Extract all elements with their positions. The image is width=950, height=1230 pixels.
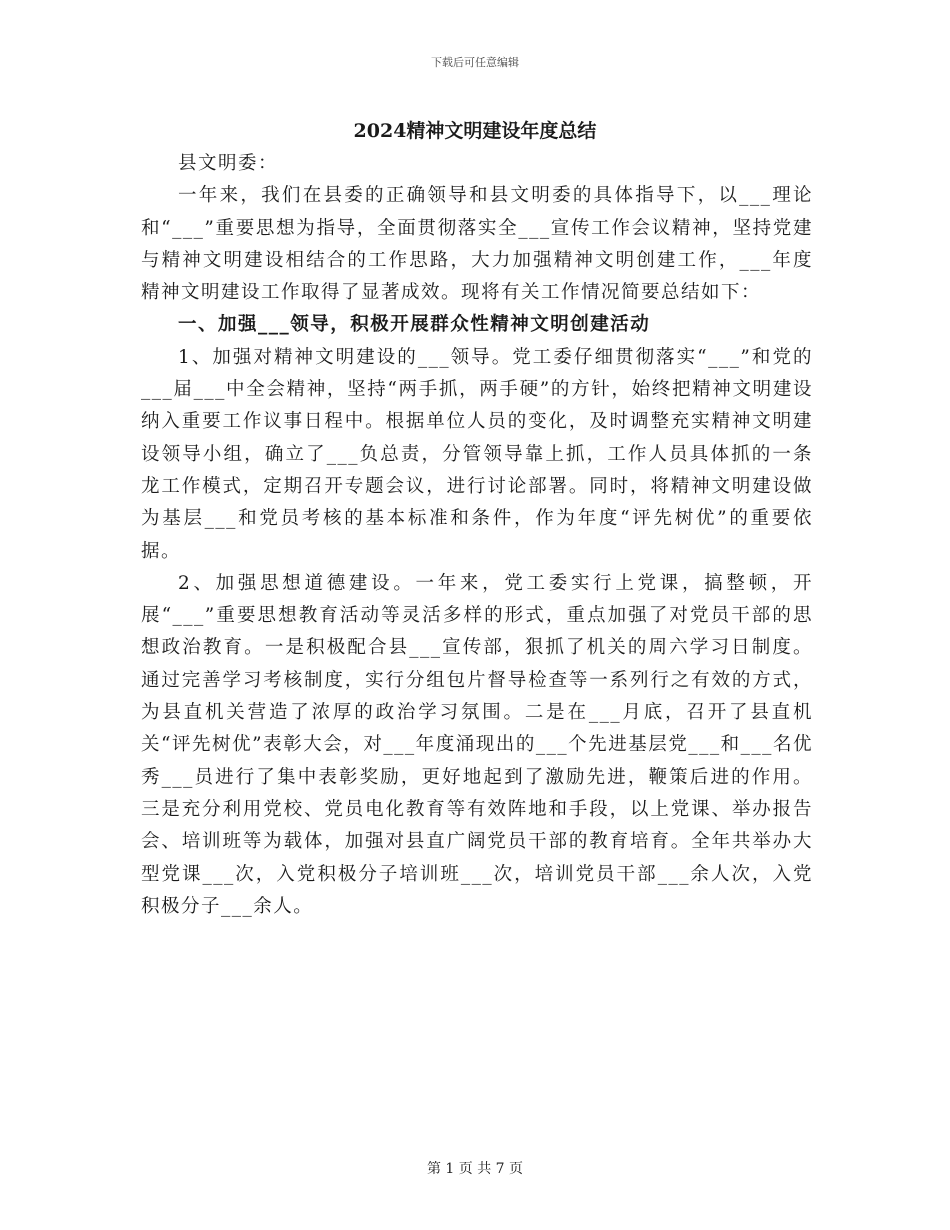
salutation: 县文明委： [178,153,279,174]
paragraph-item-1: 1、加强对精神文明建设的___领导。党工委仔细贯彻落实“___”和党的___届___中全会精神，坚持“两手抓，两手硬”的方针，始终把精神文明建设纳入重要工作议事日程中。根据单位人员的变化，及时调整充实精神文明建设领导小组，确立了___负总责，分管领导靠上抓，工作人员具体抓的一条龙工作模式，定期召开专题会议，进行讨论部署。同时，将精神文明建设做为基层___和党员考核的基本标准和条件，作为年度“评先树优”的重要依据。 [141,346,813,562]
page-number-footer: 第 1 页 共 7 页 [426,1161,524,1177]
paragraph-item-2: 2、加强思想道德建设。一年来，党工委实行上党课，搞整顿，开展“___”重要思想教育活动等灵活多样的形式，重点加强了对党员干部的思想政治教育。一是积极配合县___宣传部，狠抓了机关的周六学习日制度。通过完善学习考核制度，实行分组包片督导检查等一系列行之有效的方式，为县直机关营造了浓厚的政治学习氛围。二是在___月底，召开了县直机关“评先树优”表彰大会，对___年度涌现出的___个先进基层党___和___名优秀___员进行了集中表彰奖励，更好地起到了激励先进，鞭策后进的作用。三是充分利用党校、党员电化教育等有效阵地和手段，以上党课、举办报告会、培训班等为载体，加强对县直广阔党员干部的教育培育。全年共举办大型党课___次，入党积极分子培训班___次，培训党员干部___余人次，入党积极分子___余人。 [141,572,813,917]
header-note: 下载后可任意编辑 [431,56,519,69]
document-body [141,148,813,923]
section-heading-1: 一、加强___领导，积极开展群众性精神文明创建活动 [178,314,651,336]
paragraph-intro: 一年来，我们在县委的正确领导和县文明委的具体指导下，以___理论和“___”重要思想为指导，全面贯彻落实全___宣传工作会议精神，坚持党建与精神文明建设相结合的工作思路，大力加强精神文明创建工作，___年度精神文明建设工作取得了显著成效。现将有关工作情况简要总结如下： [141,185,813,304]
document-title: 2024精神文明建设年度总结 [353,120,597,142]
